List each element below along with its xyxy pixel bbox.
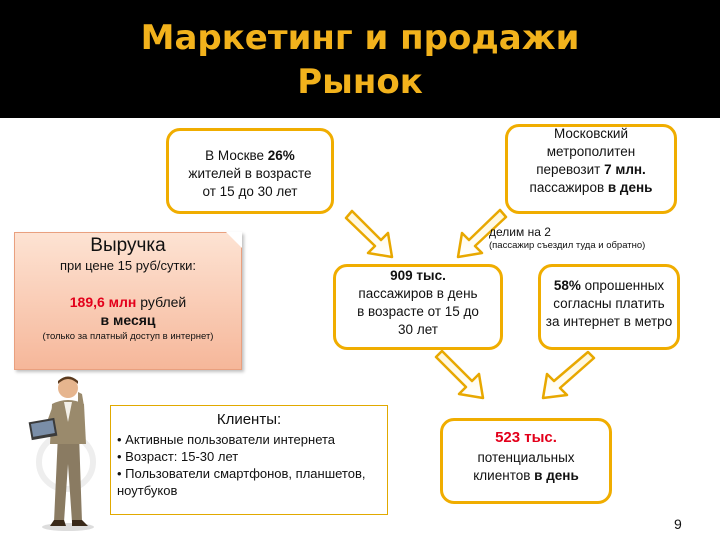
- willing-to-pay-box: [538, 264, 680, 350]
- arrow-passengers-to-result: [436, 351, 483, 398]
- metro-line2: метрополитен: [546, 144, 636, 159]
- passengers-line2: пассажиров в день: [358, 286, 478, 301]
- result-box: [440, 418, 612, 504]
- divide-note-line1: делим на 2: [489, 225, 551, 239]
- arrow-moscow-to-passengers: [346, 211, 392, 257]
- metro-volume: 7 млн.: [604, 162, 646, 177]
- page-number: 9: [674, 516, 682, 532]
- divide-note-line2: (пассажир съездил туда и обратно): [489, 240, 646, 251]
- willing-line3: за интернет в метро: [545, 314, 673, 329]
- slide-title: Маркетинг и продажи: [140, 18, 580, 58]
- clients-box: [110, 405, 388, 515]
- businessman-with-laptop-icon: [24, 372, 104, 532]
- metro-line1: Московский: [554, 126, 628, 141]
- passengers-line3: в возрасте от 15 до: [357, 304, 479, 319]
- result-value: 523 тыс.: [495, 429, 557, 446]
- divide-note: [489, 226, 645, 252]
- clients-heading: Клиенты:: [216, 411, 282, 428]
- clients-item: • Пользователи смартфонов, планшетов, ноутбуков: [117, 466, 366, 498]
- moscow-line2: жителей в возрасте: [188, 166, 312, 181]
- revenue-unit: рублей: [136, 294, 187, 310]
- moscow-percent: 26%: [267, 148, 295, 163]
- passengers-value: 909 тыс.: [390, 268, 446, 283]
- revenue-heading: Выручка: [90, 235, 166, 256]
- passengers-line4: 30 лет: [398, 322, 438, 337]
- folded-corner: [226, 232, 242, 248]
- metro-line3: перевозит: [536, 162, 605, 177]
- willing-line1: опрошенных: [580, 278, 665, 293]
- moscow-text: В Москве: [205, 148, 268, 163]
- passengers-box: [333, 264, 503, 350]
- metro-line4: пассажиров: [529, 180, 608, 195]
- revenue-amount: 189,6 млн: [69, 294, 137, 310]
- clients-item: • Возраст: 15-30 лет: [117, 449, 239, 464]
- slide-subtitle: Рынок: [297, 62, 423, 102]
- result-per-day: в день: [534, 468, 579, 483]
- revenue-footnote: (только за платный доступ в интернет): [42, 331, 214, 342]
- moscow-youth-box: [166, 128, 334, 214]
- willing-line2: согласны платить: [553, 296, 665, 311]
- result-line3: клиентов: [473, 468, 535, 483]
- revenue-price: при цене 15 руб/сутки:: [59, 258, 197, 273]
- metro-box: [505, 124, 677, 214]
- willing-percent: 58%: [553, 278, 581, 293]
- arrow-willing-to-result: [543, 352, 594, 398]
- result-line2: потенциальных: [477, 450, 575, 465]
- revenue-card: [14, 232, 242, 370]
- moscow-line3: от 15 до 30 лет: [202, 184, 298, 199]
- revenue-period: в месяц: [100, 312, 156, 328]
- clients-item: • Активные пользователи интернета: [117, 432, 336, 447]
- metro-per-day: в день: [607, 180, 653, 195]
